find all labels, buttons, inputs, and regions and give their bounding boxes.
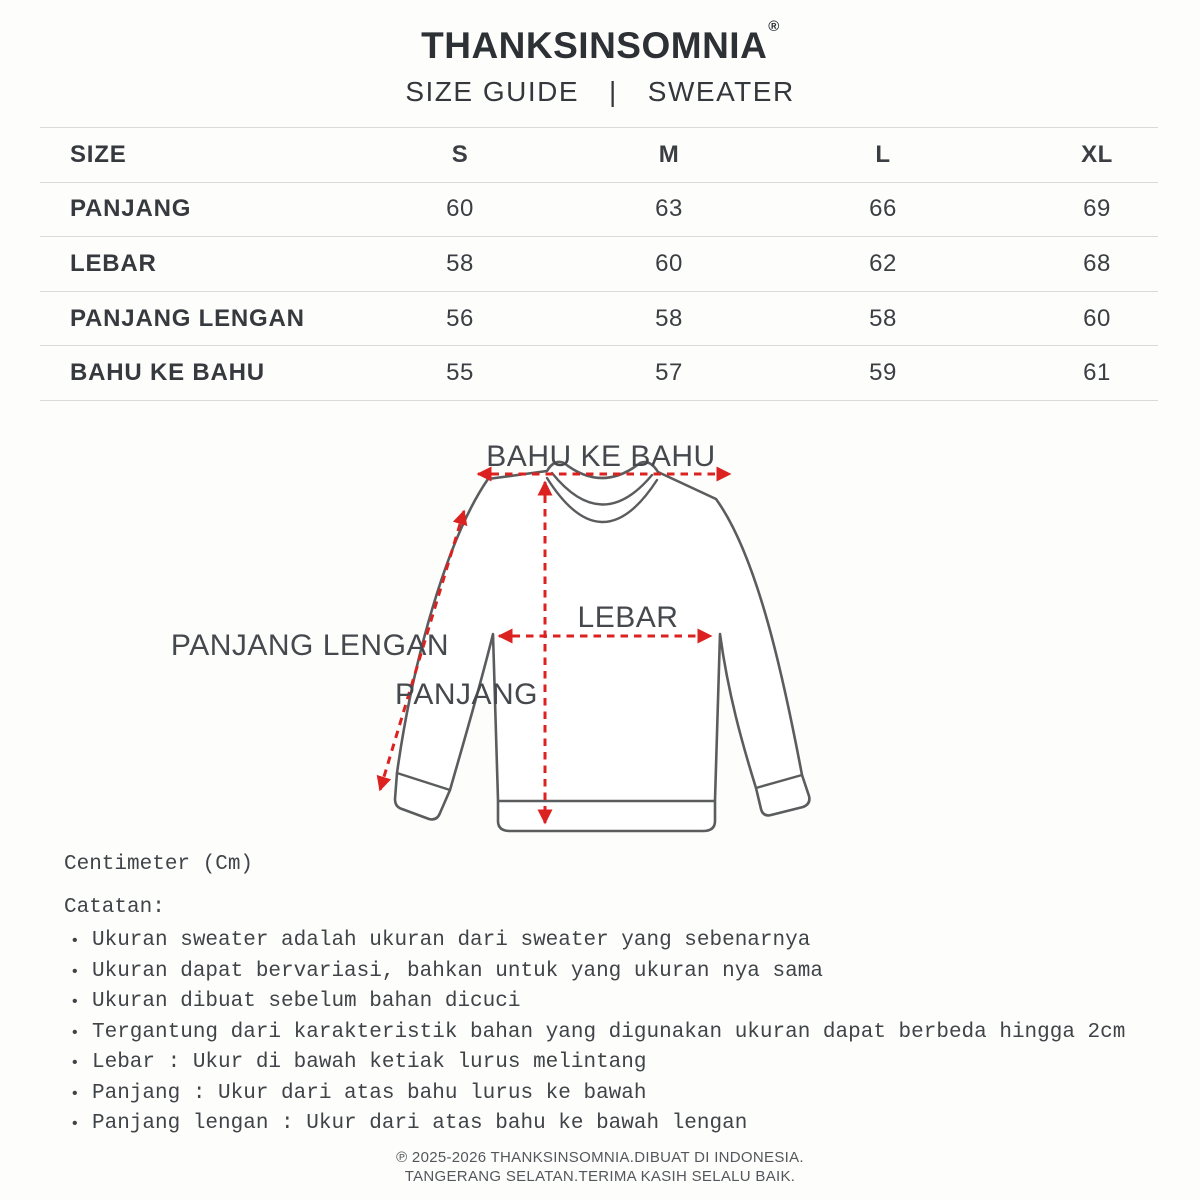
row-label: PANJANG <box>70 195 192 223</box>
table-row-panjang <box>40 182 1158 237</box>
header <box>0 17 1200 108</box>
subtitle-divider: | <box>609 75 618 107</box>
label-panjang-lengan: PANJANG LENGAN <box>170 629 450 662</box>
notes-section <box>64 852 1170 1140</box>
subtitle-size-guide: SIZE GUIDE <box>405 75 580 107</box>
cell-value: 66 <box>869 195 897 223</box>
brand-name: THANKSINSOMNIA <box>421 25 768 66</box>
notes-list <box>64 926 1170 1140</box>
unit-label: Centimeter (Cm) <box>64 853 254 876</box>
cell-value: 69 <box>1083 195 1111 223</box>
label-panjang: PANJANG <box>395 678 538 711</box>
notes-title: Catatan: <box>64 896 165 919</box>
footer <box>0 1148 1200 1186</box>
label-bahu-ke-bahu: BAHU KE BAHU <box>486 440 716 473</box>
size-table <box>40 127 1158 401</box>
cell-value: 59 <box>869 359 897 387</box>
size-table-header-row <box>40 127 1158 182</box>
note-item: • Panjang : Ukur dari atas bahu lurus ke bawah <box>64 1079 1170 1110</box>
cell-value: 68 <box>1083 249 1111 277</box>
page-subtitle <box>0 76 1200 108</box>
label-lebar: LEBAR <box>577 601 679 634</box>
note-item: • Ukuran dibuat sebelum bahan dicuci <box>64 987 1170 1018</box>
note-item: • Tergantung dari karakteristik bahan yang digunakan ukuran dapat berbeda hingga 2cm <box>64 1018 1170 1049</box>
footer-line2: TANGERANG SELATAN.TERIMA KASIH SELALU BAIK. <box>404 1168 796 1185</box>
cell-value: 63 <box>655 195 683 223</box>
note-item: • Lebar : Ukur di bawah ketiak lurus melintang <box>64 1048 1170 1079</box>
brand-title <box>0 17 1200 67</box>
cell-value: 60 <box>655 249 683 277</box>
cell-value: 61 <box>1083 359 1111 387</box>
note-item: • Ukuran sweater adalah ukuran dari sweater yang sebenarnya <box>64 926 1170 957</box>
table-row-lebar <box>40 236 1158 291</box>
subtitle-product: SWEATER <box>647 75 795 107</box>
sweater-measurement-diagram <box>150 435 870 855</box>
column-header-m: M <box>658 140 680 168</box>
column-header-s: S <box>451 140 469 168</box>
row-label: LEBAR <box>70 249 157 277</box>
cell-value: 57 <box>655 359 683 387</box>
note-item: • Ukuran dapat bervariasi, bahkan untuk yang ukuran nya sama <box>64 957 1170 988</box>
cell-value: 60 <box>1083 304 1111 332</box>
row-label: BAHU KE BAHU <box>70 359 265 387</box>
sweater-outline <box>395 462 809 831</box>
footer-line1: ℗ 2025-2026 THANKSINSOMNIA.DIBUAT DI INDONESIA. <box>396 1149 804 1166</box>
table-row-bahu-ke-bahu <box>40 345 1158 400</box>
note-item: • Panjang lengan : Ukur dari atas bahu ke bawah lengan <box>64 1109 1170 1140</box>
cell-value: 58 <box>869 304 897 332</box>
column-header-xl: XL <box>1081 140 1113 168</box>
cell-value: 58 <box>655 304 683 332</box>
cell-value: 60 <box>446 195 474 223</box>
cell-value: 62 <box>869 249 897 277</box>
column-header-size: SIZE <box>70 140 127 168</box>
row-label: PANJANG LENGAN <box>70 304 305 332</box>
cell-value: 55 <box>446 359 474 387</box>
cell-value: 58 <box>446 249 474 277</box>
cell-value: 56 <box>446 304 474 332</box>
registered-trademark-icon: ® <box>768 17 780 35</box>
column-header-l: L <box>875 140 891 168</box>
table-row-panjang-lengan <box>40 291 1158 346</box>
